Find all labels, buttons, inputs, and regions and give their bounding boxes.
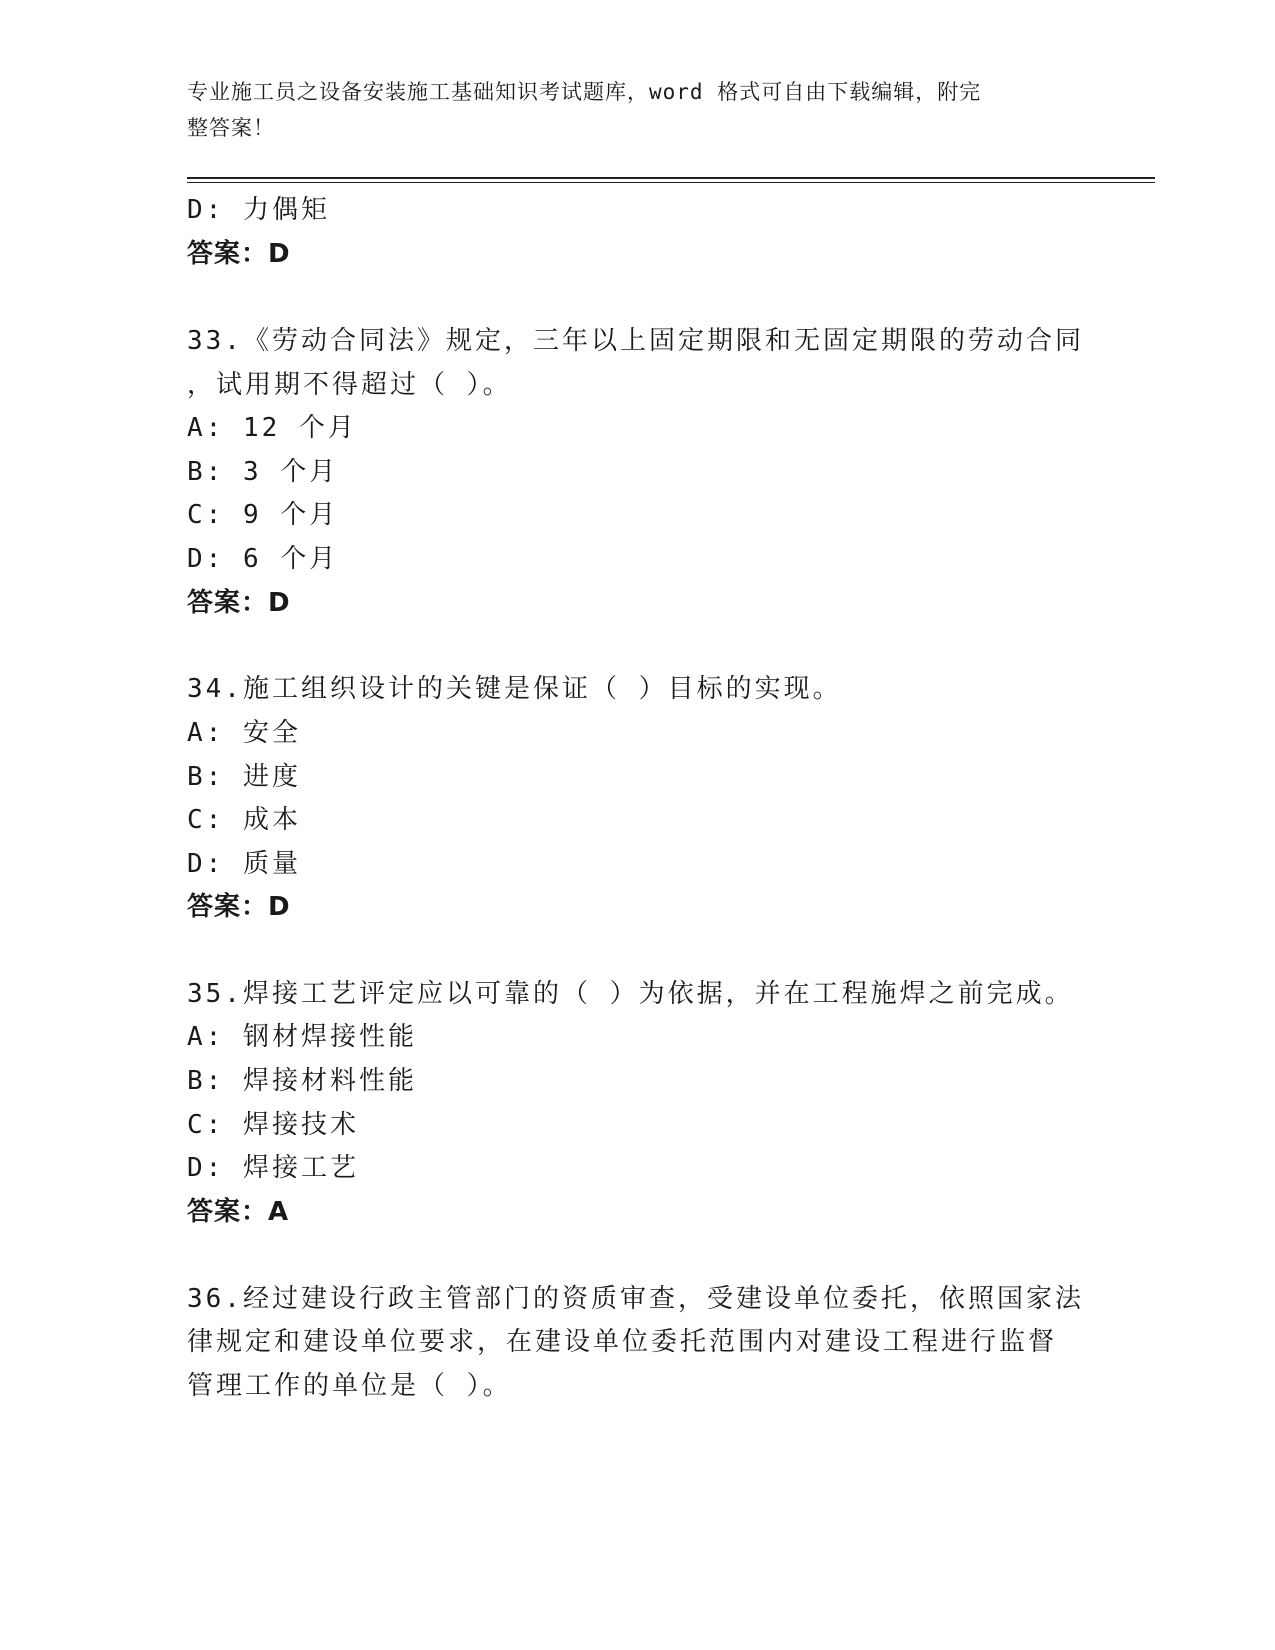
- q34-option-d: D: 质量: [187, 849, 301, 879]
- q35-option-d: D: 焊接工艺: [187, 1153, 359, 1183]
- q34-stem-line-1: 34.施工组织设计的关键是保证（ ）目标的实现。: [187, 674, 842, 704]
- q34-option-a: A: 安全: [187, 718, 301, 748]
- q33-option-b: B: 3 个月: [187, 457, 339, 487]
- q33-stem-line-2: ，试用期不得超过（ ）。: [187, 370, 512, 400]
- header-divider-thick: [187, 177, 1155, 179]
- q35-stem-line-1: 35.焊接工艺评定应以可靠的（ ）为依据，并在工程施焊之前完成。: [187, 979, 1074, 1009]
- q35-answer: 答案：A: [187, 1197, 290, 1227]
- q33-option-c: C: 9 个月: [187, 500, 339, 530]
- prev-answer: 答案：D: [187, 239, 291, 269]
- q33-option-a: A: 12 个月: [187, 413, 357, 443]
- q34-answer: 答案：D: [187, 892, 291, 922]
- q35-option-c: C: 焊接技术: [187, 1110, 359, 1140]
- document-header: [187, 74, 1067, 146]
- q36-stem-line-2: 律规定和建设单位要求，在建设单位委托范围内对建设工程进行监督: [187, 1327, 1058, 1357]
- header-line-2: 整答案！: [187, 116, 275, 140]
- q36-stem-line-1: 36.经过建设行政主管部门的资质审查，受建设单位委托，依照国家法: [187, 1284, 1084, 1314]
- header-line-1: 专业施工员之设备安装施工基础知识考试题库，word 格式可自由下载编辑，附完: [187, 80, 982, 104]
- header-divider-thin: [187, 182, 1155, 183]
- q33-answer: 答案：D: [187, 588, 291, 618]
- q35-option-a: A: 钢材焊接性能: [187, 1022, 417, 1052]
- q33-option-d: D: 6 个月: [187, 544, 339, 574]
- q34-option-b: B: 进度: [187, 762, 301, 792]
- q34-option-c: C: 成本: [187, 805, 301, 835]
- q33-stem-line-1: 33.《劳动合同法》规定，三年以上固定期限和无固定期限的劳动合同: [187, 326, 1084, 356]
- q36-stem-line-3: 管理工作的单位是（ ）。: [187, 1371, 512, 1401]
- q35-option-b: B: 焊接材料性能: [187, 1066, 417, 1096]
- prev-option-d: D: 力偶矩: [187, 195, 330, 225]
